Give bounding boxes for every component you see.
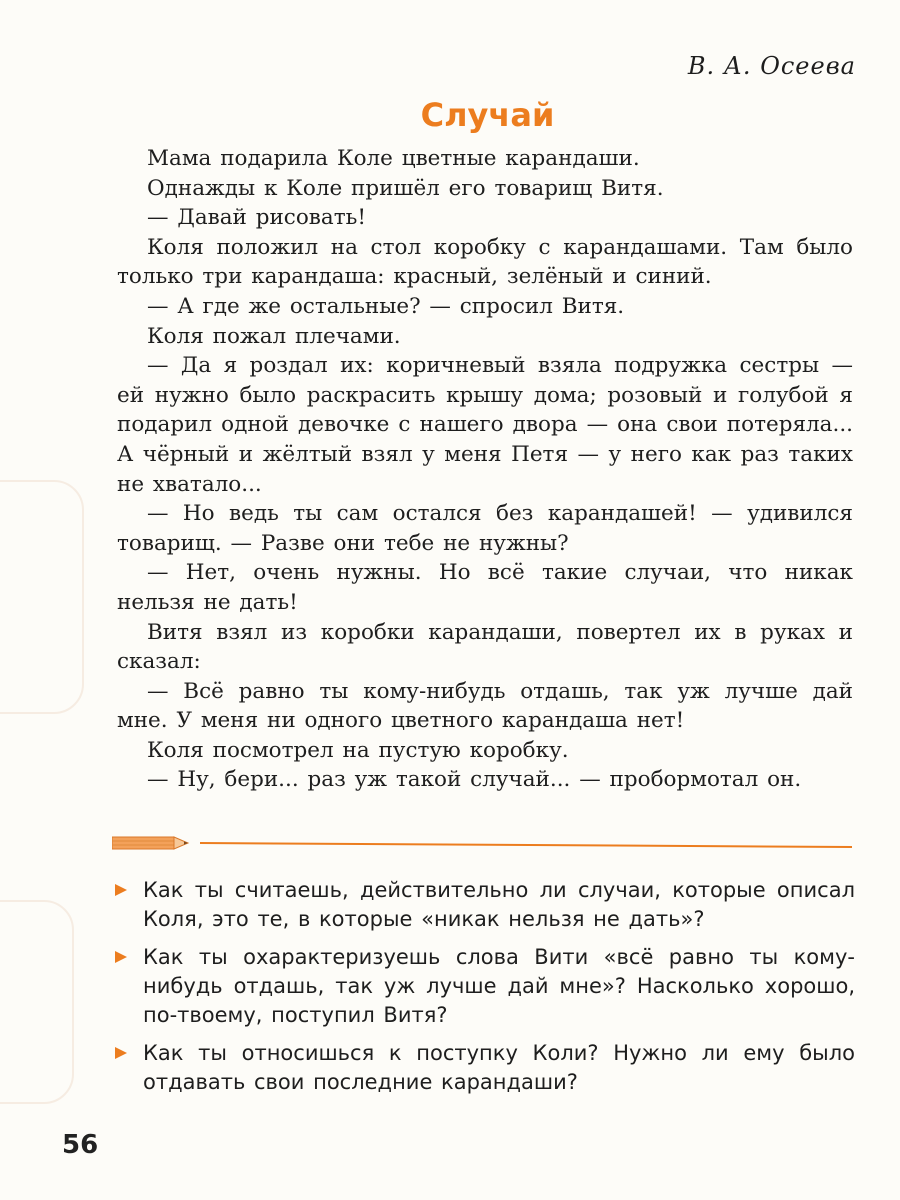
story-paragraph: — Всё равно ты кому-нибудь отдашь, так уж лучше дай мне. У меня ни одного цветного карандаша нет!	[117, 678, 853, 734]
story-paragraph: — А где же остальные? — спросил Витя.	[147, 293, 625, 319]
story-paragraph: Однажды к Коле пришёл его товарищ Витя.	[147, 175, 664, 201]
page-number: 56	[62, 1130, 99, 1160]
arrow-bullet-icon	[115, 1047, 127, 1059]
story-paragraph: Коля положил на стол коробку с карандашами. Там было только три карандаша: красный, зелёный и синий.	[117, 234, 853, 290]
question-text: Как ты считаешь, действительно ли случаи, которые описал Коля, это те, в которые «никак нельзя не дать»?	[143, 878, 855, 931]
question-item	[115, 943, 855, 1030]
question-text: Как ты относишься к поступку Коли? Нужно ли ему было отдавать свои последние карандаши?	[143, 1041, 855, 1094]
story-paragraph: Мама подарила Коле цветные карандаши.	[147, 146, 640, 171]
question-item	[115, 1039, 855, 1097]
story-paragraph: Коля посмотрел на пустую коробку.	[147, 737, 569, 763]
story-paragraph: Витя взял из коробки карандаши, повертел их в руках и сказал:	[117, 619, 853, 675]
pencil-icon	[112, 837, 188, 849]
question-text: Как ты охарактеризуешь слова Вити «всё равно ты кому-нибудь отдашь, так уж лучше дай мне»? Насколько хорошо, по-твоему, поступил Витя?	[143, 945, 855, 1027]
divider-line	[200, 843, 852, 847]
bleed-through-decoration	[0, 480, 84, 714]
story-paragraph: — Но ведь ты сам остался без карандашей! — удивился товарищ. — Разве они тебе не нужны?	[117, 501, 853, 556]
story-paragraph: — Да я роздал их: коричневый взяла подружка сестры — ей нужно было раскрасить крышу дома; розовый и голубой я подарил одной девочке с нашего двора — она свои потеряла... А чёрный и жёлтый взял у меня Петя — у него как раз таких не хватало...	[117, 353, 853, 497]
pencil-divider	[112, 834, 852, 854]
story-paragraph: — Ну, бери... раз уж такой случай... — пробормотал он.	[147, 767, 802, 793]
story-title: Случай	[420, 96, 555, 134]
story-paragraph: Коля пожал плечами.	[147, 323, 401, 349]
author-name: В. А. Осеева	[687, 52, 856, 80]
story-text	[117, 144, 853, 795]
story-paragraph: — Давай рисовать!	[147, 205, 366, 231]
arrow-bullet-icon	[115, 884, 127, 896]
bleed-through-decoration	[0, 900, 74, 1104]
question-item	[115, 876, 855, 934]
story-paragraph: — Нет, очень нужны. Но всё такие случаи, что никак нельзя не дать!	[117, 560, 853, 615]
arrow-bullet-icon	[115, 951, 127, 963]
question-list	[115, 876, 855, 1106]
